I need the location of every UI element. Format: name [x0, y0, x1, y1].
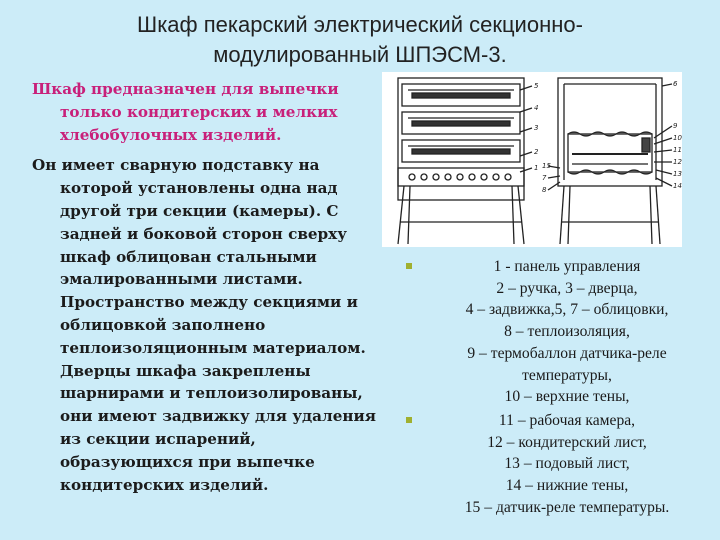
legend-line: 9 – термобаллон датчика-реле температуры,	[467, 344, 667, 384]
callout-label: 3	[534, 124, 539, 132]
side-leg-left	[560, 186, 564, 244]
callout-label: 7	[542, 174, 547, 182]
legend-line: 8 – теплоизоляция,	[504, 323, 630, 341]
callout-label: 12	[673, 158, 682, 166]
bullet-icon	[406, 417, 412, 423]
intro-paragraph: Шкаф предназначен для выпечки только кондитерских и мелких хлебобулочных изделий.	[32, 80, 339, 144]
front-handle-top	[412, 93, 510, 98]
legend-line: 2 – ручка, 3 – дверца,	[496, 279, 638, 297]
callout-label: 1	[534, 164, 539, 172]
callout-label: 2	[534, 148, 539, 156]
callout-label: 10	[673, 134, 682, 142]
legend-line: 11 – рабочая камера,	[498, 411, 636, 429]
legend-line: 13 – подовый лист,	[504, 455, 630, 473]
callout-label: 15	[542, 162, 551, 170]
legend-list	[400, 256, 700, 518]
legend-item	[400, 410, 700, 519]
side-leg-right	[656, 186, 660, 244]
callout-label: 9	[673, 122, 678, 130]
description-paragraph: Он имеет сварную подставку на которой установлены одна над другой три секции (камеры). С задней и боковой сторон сверху шкаф облицован стальными эмалированными листами. Пространство между секциями и облицовкой заполнено теплоизоляционным материалом. Дверцы шкафа закреплены шарнирами и теплоизолированы, они имеют задвижку для удаления из секции испарений, образующихся при выпечке кондитерских изделий.	[32, 156, 376, 494]
legend-line: 15 – датчик-реле температуры.	[464, 498, 670, 516]
callout-label: 5	[534, 82, 539, 90]
text-column	[32, 78, 377, 496]
front-handle-bottom	[412, 149, 510, 154]
callout-label: 6	[673, 80, 678, 88]
control-knobs	[409, 174, 511, 180]
legend-line: 4 – задвижка,5, 7 – облицовки,	[465, 301, 669, 319]
callout-label: 8	[542, 186, 547, 194]
legend-line: 12 – кондитерский лист,	[487, 433, 647, 451]
legend-line: 10 – верхние тены,	[504, 388, 630, 406]
callout-label: 14	[673, 182, 682, 190]
callout-label: 11	[673, 146, 682, 154]
callout-label: 13	[673, 170, 682, 178]
front-leg-left	[398, 186, 404, 244]
legend-line: 1 - панель управления	[493, 258, 641, 275]
slide-title: Шкаф пекарский электрический секционно- модулированный ШПЭСМ-3.	[137, 12, 583, 67]
oven-drawing	[382, 72, 682, 247]
oven-diagram	[382, 72, 682, 247]
front-handle-middle	[412, 121, 510, 126]
front-leg-right	[518, 186, 524, 244]
bullet-icon	[406, 263, 412, 269]
callout-label: 4	[534, 104, 539, 112]
legend-item	[400, 256, 700, 408]
legend-line: 14 – нижние тены,	[505, 477, 629, 495]
